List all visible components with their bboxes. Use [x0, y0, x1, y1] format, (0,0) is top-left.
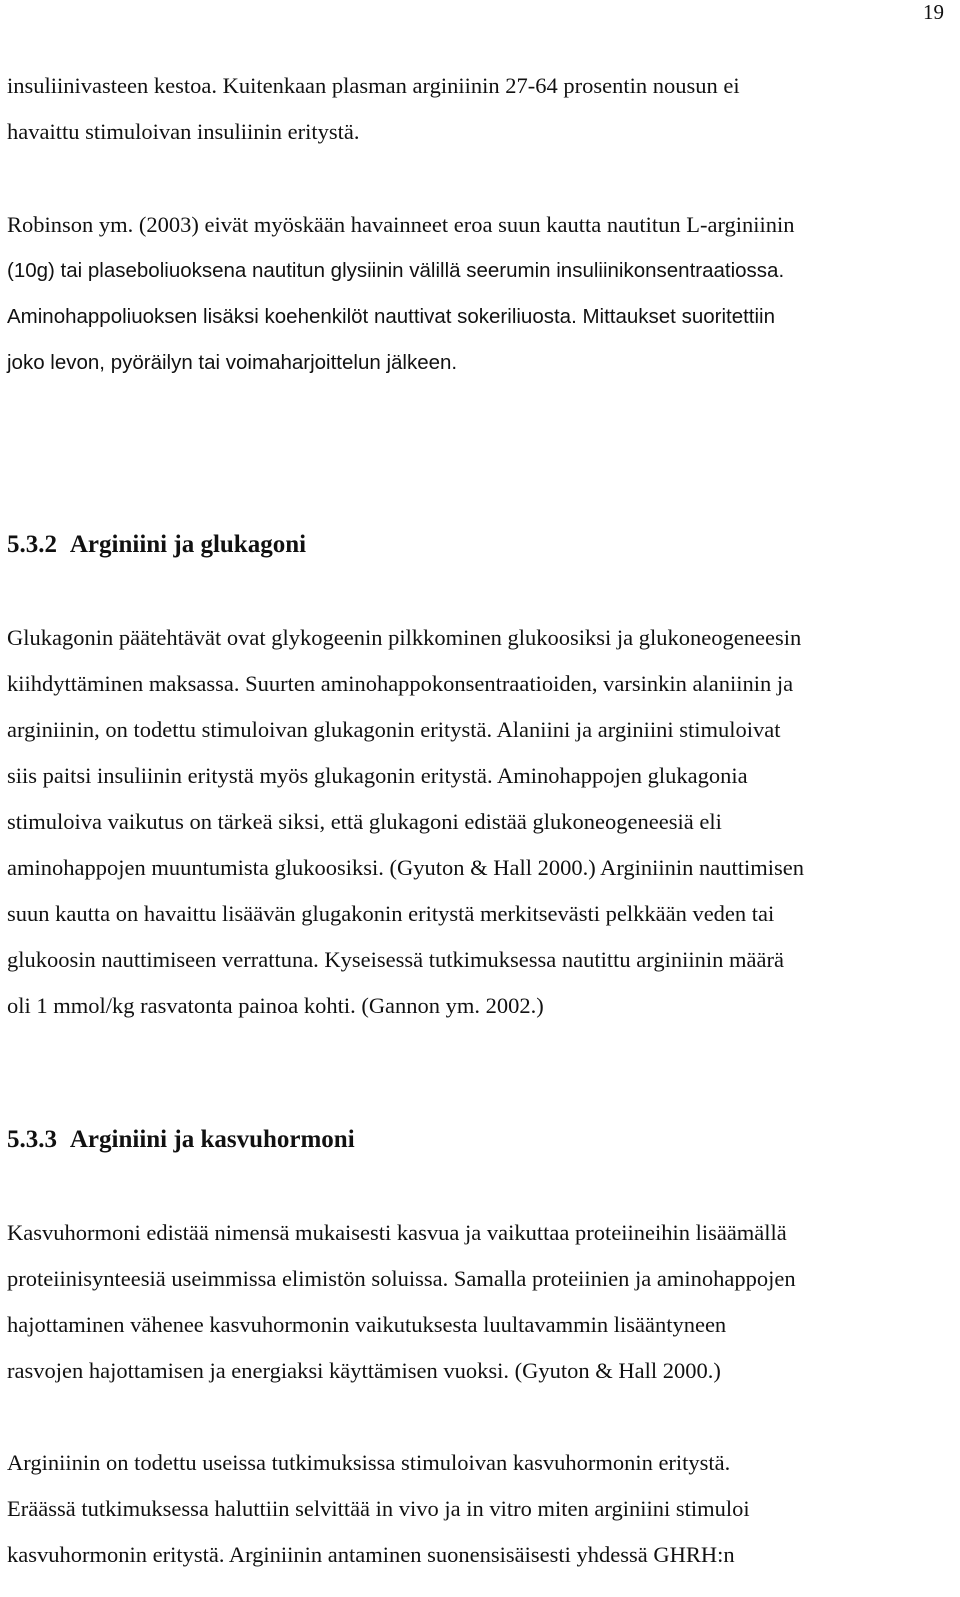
page-number: 19 — [923, 0, 944, 24]
section-title: Arginiini ja kasvuhormoni — [69, 1126, 355, 1153]
paragraph-3 — [7, 615, 955, 1029]
paragraph-1 — [7, 63, 955, 155]
paragraph-line: kasvuhormonin eritystä. Arginiinin antaminen suonensisäisesti yhdessä GHRH:n — [7, 1542, 735, 1567]
paragraph-line: oli 1 mmol/kg rasvatonta painoa kohti. (Gannon ym. 2002.) — [7, 993, 544, 1018]
paragraph-5 — [7, 1440, 955, 1578]
paragraph-line: suun kautta on havaittu lisäävän glugakonin eritystä merkitsevästi pelkkään veden tai — [7, 901, 775, 926]
paragraph-line: Eräässä tutkimuksessa haluttiin selvittää in vivo ja in vitro miten arginiini stimuloi — [7, 1496, 750, 1521]
paragraph-line: Arginiinin on todettu useissa tutkimuksissa stimuloivan kasvuhormonin eritystä. — [7, 1450, 731, 1475]
section-heading-5-3-2 — [7, 530, 955, 560]
paragraph-line: stimuloiva vaikutus on tärkeä siksi, että glukagoni edistää glukoneogeneesiä eli — [7, 809, 722, 834]
paragraph-line: insuliinivasteen kestoa. Kuitenkaan plasman arginiinin 27-64 prosentin nousun ei — [7, 73, 740, 98]
paragraph-line: (10g) tai plaseboliuoksena nautitun glysiinin välillä seerumin insuliinikonsentraatiossa. — [7, 259, 785, 282]
paragraph-line: Robinson ym. (2003) eivät myöskään havainneet eroa suun kautta nautitun L-arginiinin — [7, 212, 795, 237]
paragraph-line: Kasvuhormoni edistää nimensä mukaisesti kasvua ja vaikuttaa proteiineihin lisäämällä — [7, 1220, 787, 1245]
section-number: 5.3.2 — [7, 531, 57, 558]
paragraph-2 — [7, 202, 955, 386]
paragraph-line: aminohappojen muuntumista glukoosiksi. (Gyuton & Hall 2000.) Arginiinin nauttimisen — [7, 855, 805, 880]
paragraph-line: Aminohappoliuoksen lisäksi koehenkilöt nauttivat sokeriliuosta. Mittaukset suoritettiin — [7, 305, 776, 328]
section-heading-5-3-3 — [7, 1125, 955, 1155]
paragraph-line: arginiinin, on todettu stimuloivan glukagonin eritystä. Alaniini ja arginiini stimuloivat — [7, 717, 781, 742]
paragraph-line: kiihdyttäminen maksassa. Suurten aminohappokonsentraatioiden, varsinkin alaniinin ja — [7, 671, 794, 696]
paragraph-line: Glukagonin päätehtävät ovat glykogeenin pilkkominen glukoosiksi ja glukoneogeneesin — [7, 625, 802, 650]
section-title: Arginiini ja glukagoni — [69, 531, 307, 558]
paragraph-line: joko levon, pyöräilyn tai voimaharjoittelun jälkeen. — [7, 351, 458, 374]
paragraph-line: proteiinisynteesiä useimmissa elimistön soluissa. Samalla proteiinien ja aminohappojen — [7, 1266, 796, 1291]
section-number: 5.3.3 — [7, 1126, 57, 1153]
paragraph-line: glukoosin nauttimiseen verrattuna. Kyseisessä tutkimuksessa nautittu arginiinin määrä — [7, 947, 784, 972]
paragraph-line: havaittu stimuloivan insuliinin eritystä. — [7, 119, 360, 144]
paragraph-line: siis paitsi insuliinin eritystä myös glukagonin eritystä. Aminohappojen glukagonia — [7, 763, 748, 788]
paragraph-line: hajottaminen vähenee kasvuhormonin vaikutuksesta luultavammin lisääntyneen — [7, 1312, 727, 1337]
paragraph-4 — [7, 1210, 955, 1394]
paragraph-line: rasvojen hajottamisen ja energiaksi käyttämisen vuoksi. (Gyuton & Hall 2000.) — [7, 1358, 721, 1383]
